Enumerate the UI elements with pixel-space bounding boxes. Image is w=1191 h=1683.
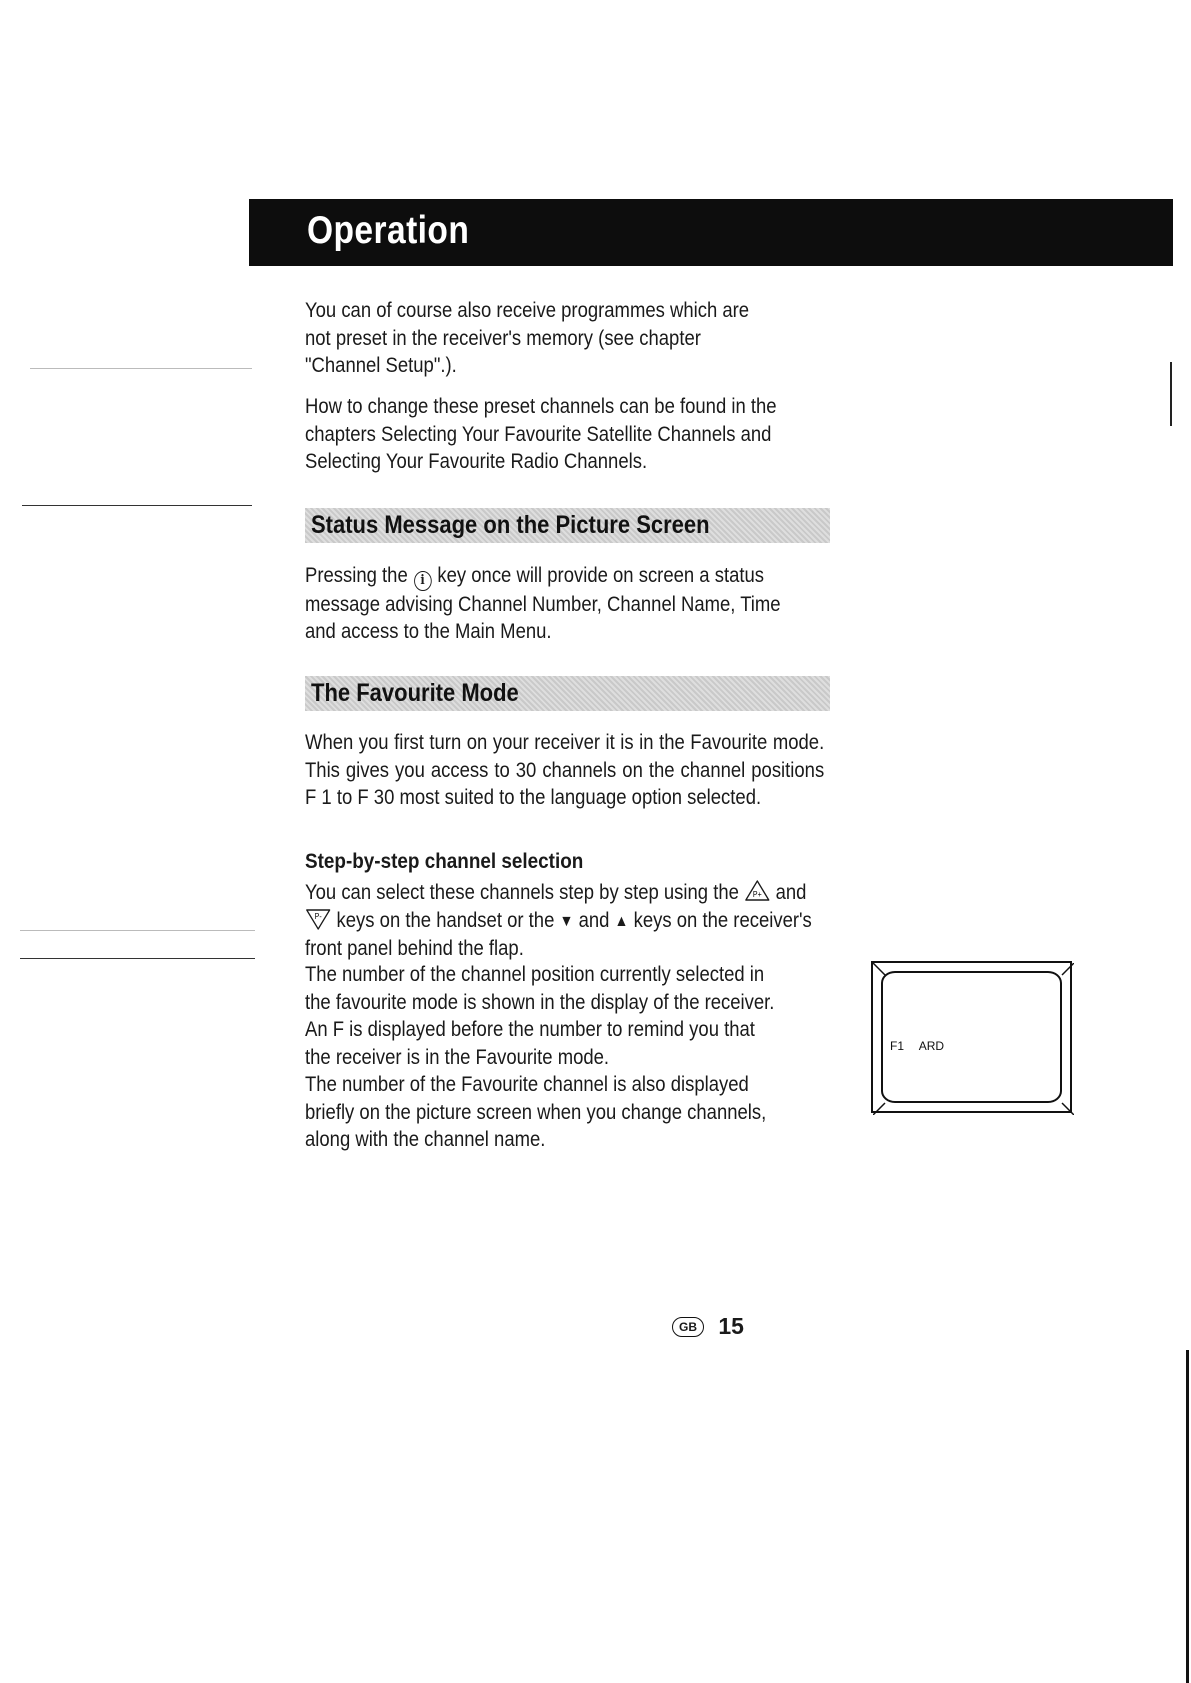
- display-text: mode.: [552, 1045, 610, 1069]
- status-text-before: Pressing the: [305, 564, 408, 587]
- intro-paragraph-2: How to change these preset channels can be found in the chapters Selecting Your Favourite Satellite Channels and Selecting Your Favourite Radio Channels.: [305, 395, 777, 473]
- display-paragraph: [305, 961, 785, 1071]
- margin-rule: [1170, 362, 1172, 426]
- arrow-down-icon: ▼: [559, 912, 574, 930]
- step-text: You can select these channels step by step using the: [305, 881, 739, 904]
- step-paragraph: [305, 879, 820, 963]
- picture-paragraph: The number of the Favourite channel is also displayed briefly on the picture screen when you change channels, along with the channel name.: [305, 1073, 767, 1151]
- tv-picture-area: [881, 971, 1062, 1103]
- intro-paragraph-1: You can of course also receive programmes which are not preset in the receiver's memory (see chapter "Channel Setup".).: [305, 299, 750, 377]
- favourite-word: Favourite: [475, 1045, 553, 1069]
- margin-rule: [20, 958, 255, 959]
- step-text: keys on the handset or the: [336, 908, 555, 932]
- key-label: P+: [752, 889, 762, 900]
- arrow-up-icon: ▲: [614, 912, 629, 930]
- page-edge: [1186, 1350, 1189, 1683]
- step-text: and: [775, 881, 807, 904]
- key-label: P-: [314, 911, 322, 921]
- favourite-section-header: [305, 676, 830, 711]
- favourite-paragraph: When you first turn on your receiver it is in the Favourite mode. This gives you access to 30 channels on the channel positions F 1 to F 30 most suited to the language option selected.: [305, 731, 825, 809]
- display-text: The number of the channel position currently selected in the favourite mode is shown in the display of the receiver. An F is displayed before the number to remind you that the receiver is in the: [305, 963, 775, 1069]
- status-text-after: key once will provide on screen a status message advising Channel Number, Channel Name, Time and access to the Main Menu.: [305, 564, 781, 643]
- osd-channel-number: F1: [890, 1039, 905, 1053]
- status-section-header: [305, 508, 830, 543]
- region-badge: GB: [672, 1317, 704, 1337]
- section-heading: The Favourite Mode: [311, 679, 519, 707]
- section-heading: Status Message on the Picture Screen: [311, 511, 710, 539]
- osd-channel-name: ARD: [918, 1039, 945, 1053]
- page-number: 15: [718, 1313, 744, 1339]
- page-footer: [672, 1313, 744, 1340]
- program-down-key-icon: [305, 907, 331, 931]
- osd-channel-info: [890, 1039, 956, 1053]
- tv-screen-illustration: [871, 961, 1072, 1113]
- step-text: keys on the receiver's front panel behind the flap.: [305, 908, 812, 960]
- program-up-key-icon: [744, 879, 770, 903]
- margin-rule: [30, 368, 252, 369]
- info-key-icon: i: [414, 571, 432, 591]
- margin-rule: [22, 505, 252, 506]
- status-paragraph: [305, 562, 805, 646]
- margin-rule: [20, 930, 255, 931]
- page-title: Operation: [307, 209, 470, 252]
- step-subheading: Step-by-step channel selection: [305, 850, 584, 873]
- section-banner: [249, 199, 1173, 266]
- step-text: and: [578, 908, 610, 932]
